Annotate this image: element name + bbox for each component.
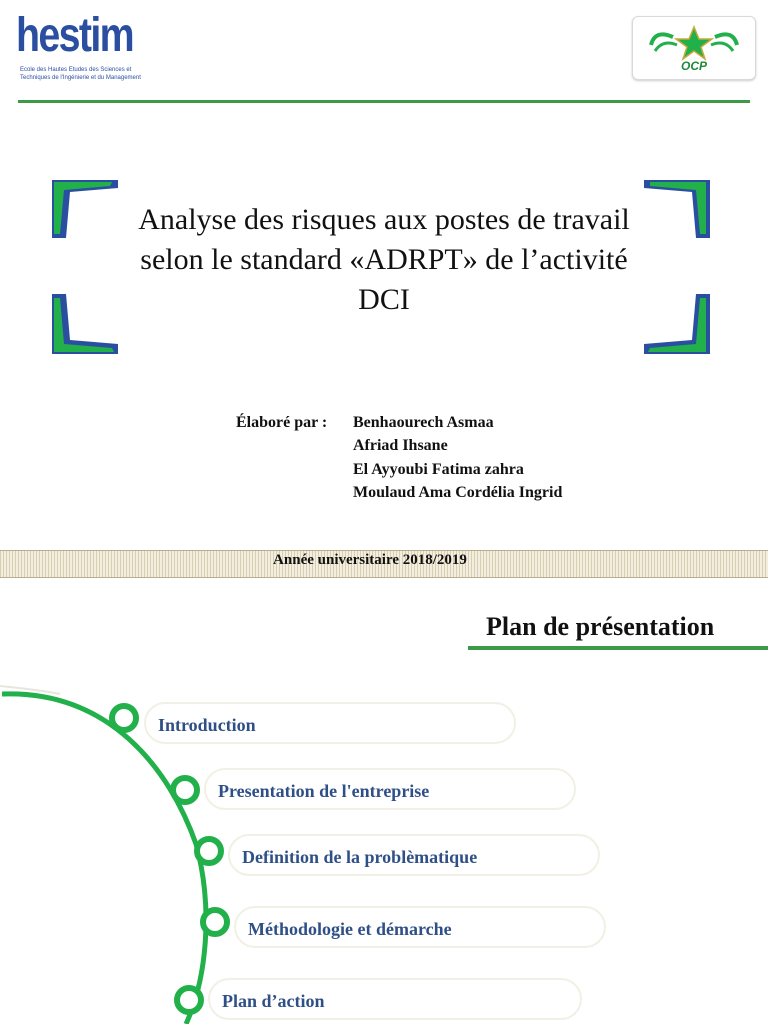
academic-year: Année universitaire 2018/2019	[273, 552, 467, 568]
agenda-item-label: Méthodologie et démarche	[248, 919, 452, 939]
agenda-item-label: Presentation de l'entreprise	[218, 781, 430, 801]
author-name: Benhaourech Asmaa	[353, 414, 494, 431]
author-name: Afriad Ihsane	[353, 437, 448, 454]
bullet-ring-icon	[109, 703, 139, 733]
agenda-item-label: Definition de la problèmatique	[242, 847, 478, 867]
header-divider	[18, 100, 750, 103]
ocp-logo-text: OCP	[680, 59, 707, 73]
bracket-bottom-right-icon	[642, 292, 712, 356]
agenda-item-label: Plan d’action	[222, 991, 325, 1011]
authors-label: Élaboré par :	[236, 414, 328, 431]
author-name: El Ayyoubi Fatima zahra	[353, 461, 524, 478]
agenda-title: Plan de présentation	[486, 612, 715, 641]
bullet-ring-icon	[170, 775, 200, 805]
agenda-item-label: Introduction	[158, 715, 256, 735]
bracket-bottom-left-icon	[50, 292, 120, 356]
bullet-ring-icon	[194, 836, 224, 866]
hestim-logo-tagline: Ecole des Hautes Etudes des Sciences et Techniques de l'Ingénierie et du Management	[20, 67, 141, 81]
hestim-logo-wordmark: hestim	[16, 9, 134, 62]
bracket-top-left-icon	[50, 178, 120, 242]
agenda-title-underline	[468, 646, 768, 650]
bullet-ring-icon	[200, 907, 230, 937]
bracket-top-right-icon	[642, 178, 712, 242]
ocp-emblem-icon	[633, 17, 755, 61]
author-name: Moulaud Ama Cordélia Ingrid	[353, 484, 563, 501]
presentation-title: Analyse des risques aux postes de travail selon le standard «ADRPT» de l’activité DCI	[138, 203, 630, 316]
ocp-logo	[632, 16, 756, 80]
hestim-logo	[14, 6, 154, 92]
bullet-ring-icon	[174, 985, 204, 1015]
